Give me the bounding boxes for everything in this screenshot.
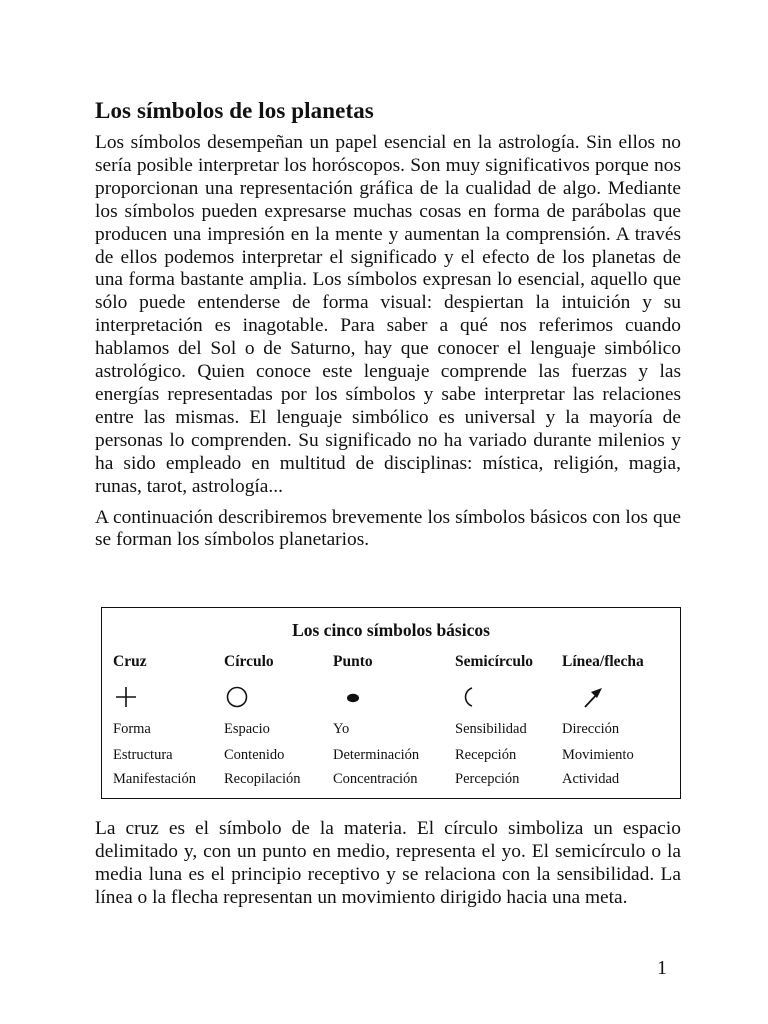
column-header: Punto	[333, 653, 373, 670]
table-title: Los cinco símbolos básicos	[292, 620, 490, 640]
basic-symbols-table	[101, 607, 681, 799]
table-column-circulo	[224, 653, 301, 787]
keyword: Recopilación	[224, 771, 301, 787]
keyword: Estructura	[113, 747, 173, 763]
cross-icon	[113, 684, 139, 710]
column-header: Cruz	[113, 653, 147, 670]
keyword: Sensibilidad	[455, 721, 527, 737]
keyword: Concentración	[333, 771, 418, 787]
keyword: Espacio	[224, 721, 270, 737]
column-header: Círculo	[224, 653, 274, 670]
page-body	[95, 96, 681, 552]
table-column-semicirculo	[455, 653, 534, 787]
column-header: Semicírculo	[455, 653, 534, 670]
table-column-cruz	[113, 653, 196, 787]
table-column-punto	[333, 653, 420, 787]
keyword: Dirección	[562, 721, 620, 737]
keyword: Movimiento	[562, 747, 634, 763]
crescent-icon	[455, 684, 481, 710]
keyword: Yo	[333, 721, 350, 737]
keyword: Actividad	[562, 771, 620, 787]
keyword: Contenido	[224, 747, 285, 763]
table-column-linea-flecha	[562, 653, 644, 787]
column-header: Línea/flecha	[562, 653, 644, 670]
closing-paragraph: La cruz es el símbolo de la materia. El círculo simboliza un espacio delimitado y, con un punto en medio, representa el yo. El semicírculo o la media luna es el principio receptivo y se relaciona con la sensibilidad. La línea o la flecha representan un movimiento dirigido hacia una meta.	[95, 818, 681, 908]
page-number: 1	[657, 957, 667, 979]
keyword: Forma	[113, 721, 151, 737]
intro-paragraph: Los símbolos desempeñan un papel esencial en la astrología. Sin ellos no sería posible interpretar los horóscopos. Son muy significativos porque nos proporcionan una representación gráfica de la cualidad de algo. Mediante los símbolos pueden expresarse muchas cosas en forma de parábolas que producen una impresión en la mente y aumentan la comprensión. A través de ellos podemos interpretar el significado y el efecto de los planetas de una forma bastante amplia. Los símbolos expresan lo esencial, aquello que sólo puede entenderse de forma visual: despiertan la intuición y su interpretación es inagotable. Para saber a qué nos referimos cuando hablamos del Sol o de Saturno, hay que conocer el lenguaje simbólico astrológico. Quien conoce este lenguaje comprende las fuerzas y las energías representadas por los símbolos y sabe interpretar las relaciones entre las mismas. El lenguaje simbólico es universal y la mayoría de personas lo comprenden. Su significado no ha variado durante milenios y ha sido empleado en multitud de disciplinas: mística, religión, magia, runas, tarot, astrología...	[95, 132, 681, 497]
keyword: Percepción	[455, 771, 520, 787]
point-icon	[333, 684, 359, 710]
lead-in-paragraph: A continuación describiremos brevemente los símbolos básicos con los que se forman los símbolos planetarios.	[95, 506, 681, 551]
page-title: Los símbolos de los planetas	[95, 98, 374, 123]
circle-icon	[224, 684, 250, 710]
keyword: Recepción	[455, 747, 517, 763]
keyword: Manifestación	[113, 771, 196, 787]
arrow-icon	[562, 684, 622, 712]
keyword: Determinación	[333, 747, 420, 763]
